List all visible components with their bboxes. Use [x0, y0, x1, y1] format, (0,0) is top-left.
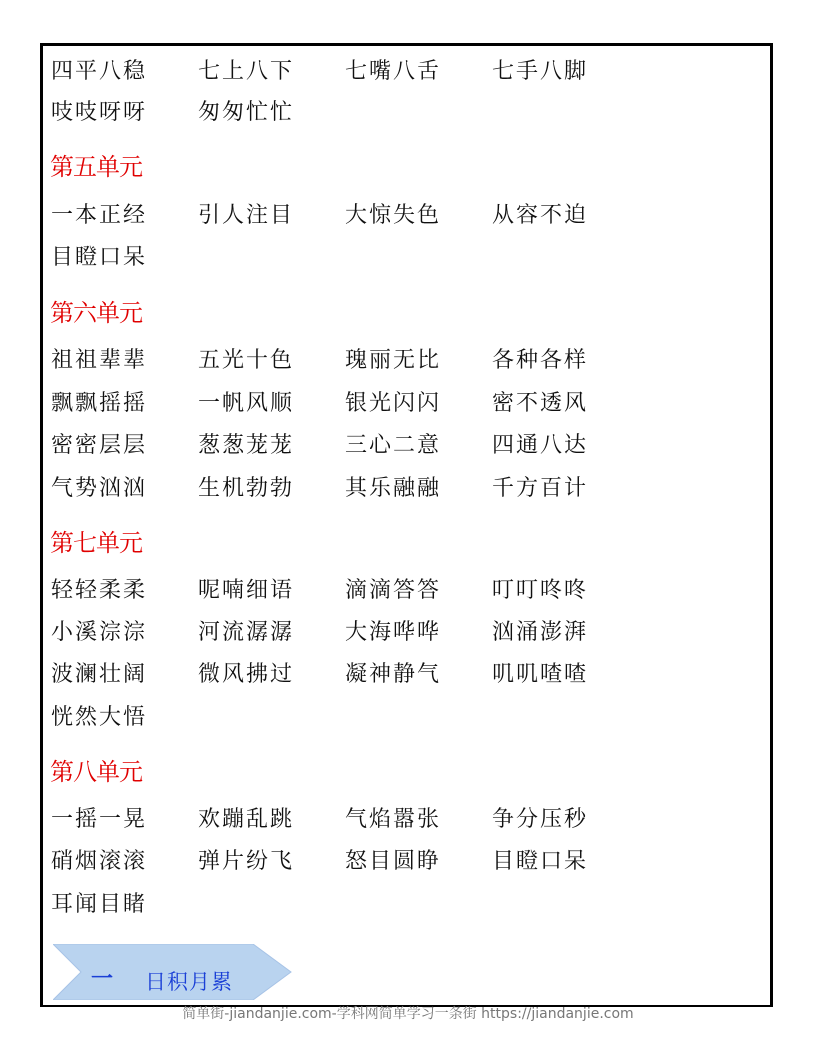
idiom: 叽叽喳喳 [492, 662, 589, 687]
idiom: 银光闪闪 [345, 391, 442, 416]
idiom: 大海哗哗 [345, 620, 442, 645]
idiom: 小溪淙淙 [51, 620, 148, 645]
section-banner [53, 944, 293, 1000]
idiom: 五光十色 [198, 348, 295, 373]
idiom: 耳闻目睹 [51, 892, 148, 917]
idiom: 恍然大悟 [51, 705, 148, 730]
idiom-row [51, 701, 198, 735]
idiom: 凝神静气 [345, 662, 442, 687]
idiom: 滴滴答答 [345, 578, 442, 603]
idiom: 气势汹汹 [51, 476, 148, 501]
idiom: 轻轻柔柔 [51, 578, 148, 603]
idiom-row [51, 387, 639, 421]
unit-heading-7: 第七单元 [50, 529, 142, 557]
idiom: 生机勃勃 [198, 476, 295, 501]
idiom: 飘飘摇摇 [51, 391, 148, 416]
idiom: 争分压秒 [492, 807, 589, 832]
footer-watermark: 简单街-jiandanjie.com-学科网简单学习一条街 https://jiandanjie.com [182, 1006, 634, 1022]
idiom-row [51, 658, 639, 692]
idiom: 四通八达 [492, 433, 589, 458]
idiom-row [51, 803, 639, 837]
idiom: 叮叮咚咚 [492, 578, 589, 603]
idiom-row [51, 96, 345, 130]
unit-heading-5: 第五单元 [50, 153, 142, 181]
idiom: 密密层层 [51, 433, 148, 458]
idiom: 吱吱呀呀 [51, 100, 148, 125]
unit-heading-8: 第八单元 [50, 758, 142, 786]
idiom-row [51, 199, 639, 233]
idiom: 怒目圆睁 [345, 849, 442, 874]
idiom: 目瞪口呆 [492, 849, 589, 874]
idiom: 欢蹦乱跳 [198, 807, 295, 832]
idiom: 波澜壮阔 [51, 662, 148, 687]
idiom: 从容不迫 [492, 203, 589, 228]
idiom: 祖祖辈辈 [51, 348, 148, 373]
idiom: 大惊失色 [345, 203, 442, 228]
document-frame [40, 43, 773, 1007]
idiom: 各种各样 [492, 348, 589, 373]
idiom-row [51, 472, 639, 506]
idiom: 呢喃细语 [198, 578, 295, 603]
idiom: 目瞪口呆 [51, 245, 148, 270]
idiom: 葱葱茏茏 [198, 433, 295, 458]
banner-title: 日积月累 [145, 970, 233, 994]
idiom: 气焰嚣张 [345, 807, 442, 832]
idiom: 匆匆忙忙 [198, 100, 295, 125]
idiom-row [51, 845, 639, 879]
idiom: 七手八脚 [492, 59, 589, 84]
idiom-row [51, 55, 639, 89]
idiom-row [51, 429, 639, 463]
idiom-row [51, 344, 639, 378]
idiom: 七上八下 [198, 59, 295, 84]
idiom-row [51, 241, 198, 275]
idiom-row [51, 888, 198, 922]
idiom: 四平八稳 [51, 59, 148, 84]
idiom-row [51, 574, 639, 608]
banner-number: 一 [91, 967, 114, 992]
idiom: 一本正经 [51, 203, 148, 228]
idiom-row [51, 616, 639, 650]
idiom: 硝烟滚滚 [51, 849, 148, 874]
idiom: 一摇一晃 [51, 807, 148, 832]
idiom: 千方百计 [492, 476, 589, 501]
idiom: 微风拂过 [198, 662, 295, 687]
idiom: 七嘴八舌 [345, 59, 442, 84]
idiom: 引人注目 [198, 203, 295, 228]
idiom: 河流潺潺 [198, 620, 295, 645]
idiom: 汹涌澎湃 [492, 620, 589, 645]
idiom: 一帆风顺 [198, 391, 295, 416]
idiom: 其乐融融 [345, 476, 442, 501]
unit-heading-6: 第六单元 [50, 299, 142, 327]
idiom: 三心二意 [345, 433, 442, 458]
idiom: 瑰丽无比 [345, 348, 442, 373]
idiom: 弹片纷飞 [198, 849, 295, 874]
idiom: 密不透风 [492, 391, 589, 416]
